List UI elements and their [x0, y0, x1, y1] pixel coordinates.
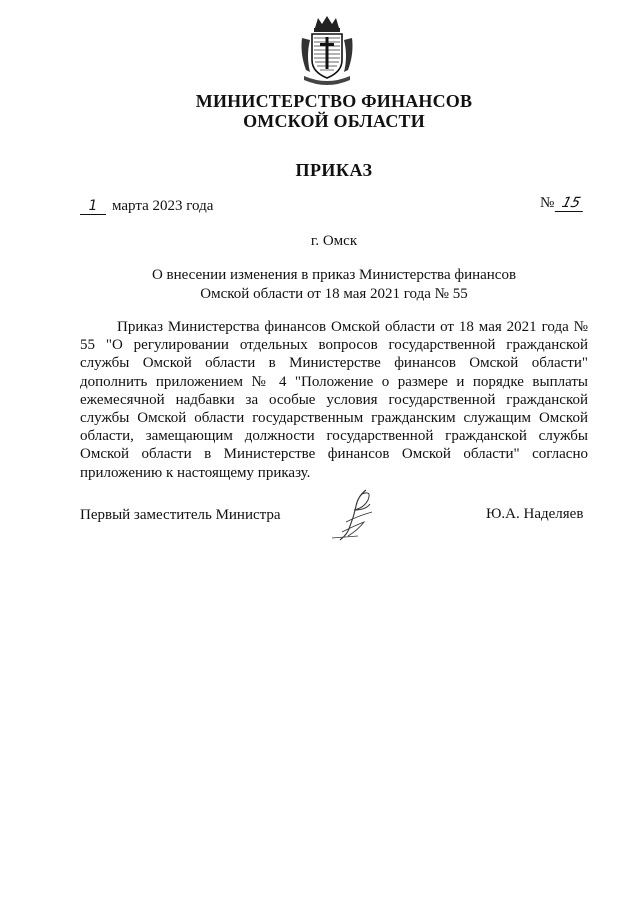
signatory-position: Первый заместитель Министра: [80, 507, 281, 523]
body-paragraph: Приказ Министерства финансов Омской области от 18 мая 2021 года № 55 "О регулировании отдельных вопросов государственной гражданской службы Омской области в Министерстве финансов Омской области" дополнить приложением № 4 "Положение о размере и порядке выплаты ежемесячной надбавки за особые условия государственной гражданской службы Омской области государственным гражданским служащим Омской области, замещающим должности государственной гражданской службы Омской области в Министерстве финансов Омской области" согласно приложению к настоящему приказу.: [80, 319, 588, 481]
ministry-name-line2: ОМСКОЙ ОБЛАСТИ: [243, 111, 425, 131]
subject-line1: О внесении изменения в приказ Министерства финансов: [151, 267, 517, 283]
number-label: №: [540, 195, 555, 211]
document-number: [540, 195, 585, 212]
city-name: г. Омск: [310, 233, 358, 249]
number-value-handwritten: 15: [555, 195, 588, 212]
subject-line2: Омской области от 18 мая 2021 года № 55: [200, 286, 468, 302]
date-month-year: марта 2023 года: [112, 198, 214, 214]
document-date: [80, 198, 213, 215]
document-subject: [14, 266, 640, 304]
signatory-name: Ю.А. Наделяев: [486, 506, 584, 522]
handwritten-signature: [328, 486, 386, 544]
coat-of-arms-icon: [298, 14, 356, 86]
document-type-heading: ПРИКАЗ: [295, 160, 373, 180]
date-day-handwritten: 1: [80, 198, 106, 215]
ministry-name-line1: МИНИСТЕРСТВО ФИНАНСОВ: [195, 91, 473, 111]
